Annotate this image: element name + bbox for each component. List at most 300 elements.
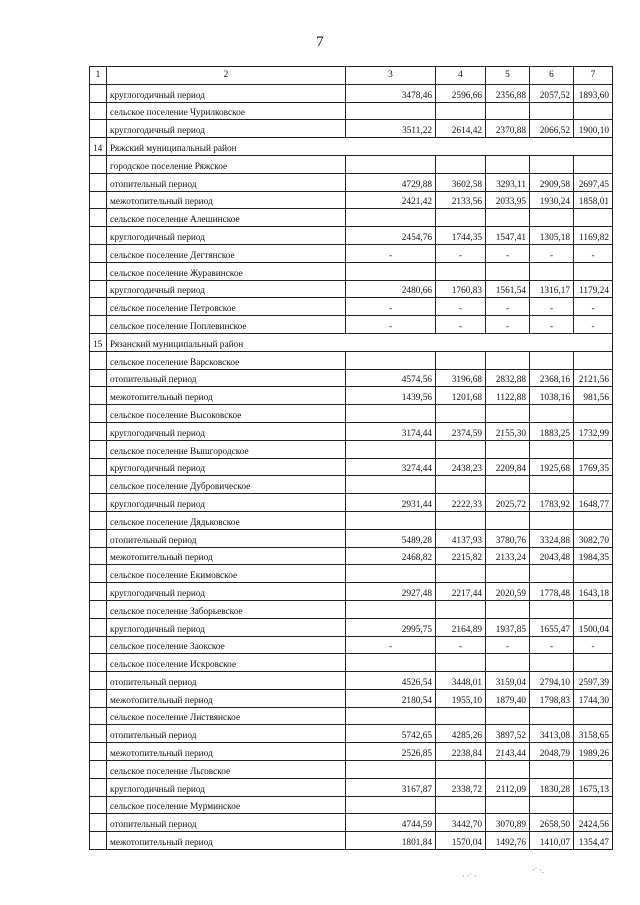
row-label: межотопительный период bbox=[107, 547, 346, 565]
value-cell: 3167,87 bbox=[346, 778, 436, 796]
row-number bbox=[90, 565, 107, 583]
row-number bbox=[90, 405, 107, 423]
scan-artifact: · ·˙ · bbox=[462, 872, 477, 881]
row-label: круглогодичный период bbox=[107, 280, 346, 298]
value-cell: 2238,84 bbox=[436, 743, 486, 761]
value-cell: - bbox=[530, 244, 574, 262]
empty-cell bbox=[530, 476, 574, 494]
table-row bbox=[90, 689, 613, 707]
value-cell: 1561,54 bbox=[486, 280, 530, 298]
row-label: сельское поселение Петровское bbox=[107, 298, 346, 316]
row-label: отопительный период bbox=[107, 173, 346, 191]
value-cell: 3448,01 bbox=[436, 672, 486, 690]
table-row bbox=[90, 209, 613, 227]
table-row bbox=[90, 155, 613, 173]
row-label: сельское поселение Льговское bbox=[107, 761, 346, 779]
value-cell: - bbox=[486, 244, 530, 262]
row-label: сельское поселение Листвянское bbox=[107, 707, 346, 725]
value-cell: 2043,48 bbox=[530, 547, 574, 565]
table-row bbox=[90, 761, 613, 779]
table-row bbox=[90, 191, 613, 209]
value-cell: 2832,88 bbox=[486, 369, 530, 387]
row-number bbox=[90, 778, 107, 796]
row-label: отопительный период bbox=[107, 369, 346, 387]
value-cell: - bbox=[574, 298, 613, 316]
empty-cell bbox=[346, 707, 436, 725]
value-cell: 1989,26 bbox=[574, 743, 613, 761]
row-number bbox=[90, 761, 107, 779]
table-row bbox=[90, 440, 613, 458]
row-label: сельское поселение Журавинское bbox=[107, 262, 346, 280]
empty-cell bbox=[486, 262, 530, 280]
row-label: сельское поселение Варсковское bbox=[107, 351, 346, 369]
value-cell: 2794,10 bbox=[530, 672, 574, 690]
tariff-table bbox=[89, 66, 613, 850]
row-number bbox=[90, 387, 107, 405]
value-cell: 2438,23 bbox=[436, 458, 486, 476]
value-cell: 2155,30 bbox=[486, 422, 530, 440]
value-cell: 1316,17 bbox=[530, 280, 574, 298]
empty-cell bbox=[486, 476, 530, 494]
empty-cell bbox=[530, 262, 574, 280]
row-number bbox=[90, 102, 107, 120]
row-number bbox=[90, 618, 107, 636]
empty-cell bbox=[486, 761, 530, 779]
value-cell: 2217,44 bbox=[436, 583, 486, 601]
row-label: межотопительный период bbox=[107, 832, 346, 850]
value-cell: 1354,47 bbox=[574, 832, 613, 850]
row-label: отопительный период bbox=[107, 814, 346, 832]
value-cell: 1798,83 bbox=[530, 689, 574, 707]
value-cell: 1169,82 bbox=[574, 227, 613, 245]
row-label: сельское поселение Дубровическое bbox=[107, 476, 346, 494]
value-cell: 2909,58 bbox=[530, 173, 574, 191]
value-cell: 1648,77 bbox=[574, 494, 613, 512]
value-cell: 2468,82 bbox=[346, 547, 436, 565]
row-number bbox=[90, 244, 107, 262]
empty-cell bbox=[530, 209, 574, 227]
value-cell: 2995,75 bbox=[346, 618, 436, 636]
empty-cell bbox=[574, 565, 613, 583]
row-number bbox=[90, 814, 107, 832]
value-cell: 3897,52 bbox=[486, 725, 530, 743]
column-header: 4 bbox=[436, 67, 486, 85]
row-label: сельское поселение Алешинское bbox=[107, 209, 346, 227]
value-cell: 2421,42 bbox=[346, 191, 436, 209]
row-label: межотопительный период bbox=[107, 689, 346, 707]
row-label: круглогодичный период bbox=[107, 422, 346, 440]
value-cell: 2454,76 bbox=[346, 227, 436, 245]
empty-cell bbox=[436, 440, 486, 458]
empty-cell bbox=[346, 440, 436, 458]
value-cell: 1038,16 bbox=[530, 387, 574, 405]
value-cell: 1410,07 bbox=[530, 832, 574, 850]
value-cell: 4526,54 bbox=[346, 672, 436, 690]
empty-cell bbox=[574, 511, 613, 529]
value-cell: 5489,28 bbox=[346, 529, 436, 547]
value-cell: 1122,88 bbox=[486, 387, 530, 405]
value-cell: 4285,26 bbox=[436, 725, 486, 743]
empty-cell bbox=[530, 761, 574, 779]
value-cell: 2356,88 bbox=[486, 84, 530, 102]
empty-cell bbox=[530, 511, 574, 529]
empty-cell bbox=[346, 209, 436, 227]
empty-cell bbox=[530, 707, 574, 725]
table-row bbox=[90, 262, 613, 280]
value-cell: 1769,35 bbox=[574, 458, 613, 476]
empty-cell bbox=[486, 351, 530, 369]
value-cell: 1547,41 bbox=[486, 227, 530, 245]
value-cell: 2697,45 bbox=[574, 173, 613, 191]
empty-cell bbox=[436, 654, 486, 672]
value-cell: 1201,68 bbox=[436, 387, 486, 405]
empty-cell bbox=[530, 440, 574, 458]
value-cell: 3324,88 bbox=[530, 529, 574, 547]
column-header: 7 bbox=[574, 67, 613, 85]
empty-cell bbox=[574, 102, 613, 120]
table-row bbox=[90, 120, 613, 138]
row-number: 15 bbox=[90, 333, 107, 351]
value-cell: 3602,58 bbox=[436, 173, 486, 191]
value-cell: 2658,50 bbox=[530, 814, 574, 832]
table-row bbox=[90, 333, 613, 351]
value-cell: 3511,22 bbox=[346, 120, 436, 138]
value-cell: 3082,70 bbox=[574, 529, 613, 547]
empty-cell bbox=[574, 262, 613, 280]
row-number: 14 bbox=[90, 138, 107, 156]
row-number bbox=[90, 511, 107, 529]
value-cell: 1783,92 bbox=[530, 494, 574, 512]
row-number bbox=[90, 707, 107, 725]
value-cell: 1778,48 bbox=[530, 583, 574, 601]
value-cell: - bbox=[436, 316, 486, 334]
value-cell: 1858,01 bbox=[574, 191, 613, 209]
value-cell: 1930,24 bbox=[530, 191, 574, 209]
empty-cell bbox=[436, 565, 486, 583]
value-cell: 1801,84 bbox=[346, 832, 436, 850]
value-cell: 1744,30 bbox=[574, 689, 613, 707]
table-row bbox=[90, 672, 613, 690]
row-label: круглогодичный период bbox=[107, 494, 346, 512]
row-number bbox=[90, 422, 107, 440]
empty-cell bbox=[486, 102, 530, 120]
value-cell: - bbox=[574, 636, 613, 654]
row-label: отопительный период bbox=[107, 725, 346, 743]
empty-cell bbox=[486, 405, 530, 423]
value-cell: 1984,35 bbox=[574, 547, 613, 565]
row-number bbox=[90, 173, 107, 191]
row-number bbox=[90, 494, 107, 512]
empty-cell bbox=[530, 654, 574, 672]
value-cell: 1675,13 bbox=[574, 778, 613, 796]
row-number bbox=[90, 654, 107, 672]
row-label: отопительный период bbox=[107, 529, 346, 547]
column-header: 2 bbox=[107, 67, 346, 85]
value-cell: - bbox=[574, 316, 613, 334]
value-cell: 2048,79 bbox=[530, 743, 574, 761]
value-cell: - bbox=[530, 298, 574, 316]
empty-cell bbox=[436, 102, 486, 120]
row-label: сельское поселение Чурилковское bbox=[107, 102, 346, 120]
empty-cell bbox=[486, 654, 530, 672]
empty-cell bbox=[436, 707, 486, 725]
row-label: круглогодичный период bbox=[107, 458, 346, 476]
table-row bbox=[90, 244, 613, 262]
table-row bbox=[90, 298, 613, 316]
value-cell: 2020,59 bbox=[486, 583, 530, 601]
table-row bbox=[90, 458, 613, 476]
value-cell: 2931,44 bbox=[346, 494, 436, 512]
value-cell: - bbox=[486, 298, 530, 316]
empty-cell bbox=[574, 209, 613, 227]
value-cell: - bbox=[346, 244, 436, 262]
value-cell: 1179,24 bbox=[574, 280, 613, 298]
row-label: круглогодичный период bbox=[107, 618, 346, 636]
empty-cell bbox=[346, 102, 436, 120]
row-label: сельское поселение Высоковское bbox=[107, 405, 346, 423]
row-number bbox=[90, 280, 107, 298]
empty-cell bbox=[486, 796, 530, 814]
table-row bbox=[90, 511, 613, 529]
table-row bbox=[90, 102, 613, 120]
scan-artifact: ·˙ ·. bbox=[532, 866, 544, 875]
empty-cell bbox=[574, 761, 613, 779]
row-label: межотопительный период bbox=[107, 743, 346, 761]
row-label: отопительный период bbox=[107, 672, 346, 690]
empty-cell bbox=[574, 707, 613, 725]
value-cell: 2121,56 bbox=[574, 369, 613, 387]
empty-cell bbox=[486, 209, 530, 227]
row-number bbox=[90, 529, 107, 547]
empty-cell bbox=[574, 476, 613, 494]
value-cell: 2424,56 bbox=[574, 814, 613, 832]
value-cell: 3196,68 bbox=[436, 369, 486, 387]
empty-cell bbox=[436, 351, 486, 369]
value-cell: 2374,59 bbox=[436, 422, 486, 440]
table-row bbox=[90, 636, 613, 654]
value-cell: 2927,48 bbox=[346, 583, 436, 601]
value-cell: 1305,18 bbox=[530, 227, 574, 245]
empty-cell bbox=[436, 761, 486, 779]
value-cell: 2368,16 bbox=[530, 369, 574, 387]
empty-cell bbox=[346, 600, 436, 618]
empty-cell bbox=[346, 155, 436, 173]
value-cell: 4729,88 bbox=[346, 173, 436, 191]
empty-cell bbox=[486, 440, 530, 458]
row-number bbox=[90, 458, 107, 476]
empty-cell bbox=[486, 600, 530, 618]
row-number bbox=[90, 209, 107, 227]
empty-cell bbox=[436, 405, 486, 423]
empty-cell bbox=[530, 565, 574, 583]
value-cell: - bbox=[436, 636, 486, 654]
row-number bbox=[90, 316, 107, 334]
table-row bbox=[90, 476, 613, 494]
row-label: сельское поселение Заокское bbox=[107, 636, 346, 654]
value-cell: 3413,08 bbox=[530, 725, 574, 743]
row-label: сельское поселение Вышгородское bbox=[107, 440, 346, 458]
empty-cell bbox=[574, 405, 613, 423]
value-cell: 3293,11 bbox=[486, 173, 530, 191]
value-cell: 981,56 bbox=[574, 387, 613, 405]
value-cell: 1925,68 bbox=[530, 458, 574, 476]
table-row bbox=[90, 369, 613, 387]
value-cell: - bbox=[436, 298, 486, 316]
row-label: сельское поселение Дядьковское bbox=[107, 511, 346, 529]
table-row bbox=[90, 138, 613, 156]
empty-cell bbox=[574, 351, 613, 369]
value-cell: 1643,18 bbox=[574, 583, 613, 601]
value-cell: 2215,82 bbox=[436, 547, 486, 565]
column-header: 5 bbox=[486, 67, 530, 85]
value-cell: 1500,04 bbox=[574, 618, 613, 636]
row-number bbox=[90, 440, 107, 458]
table-row bbox=[90, 796, 613, 814]
row-label: круглогодичный период bbox=[107, 778, 346, 796]
table-row bbox=[90, 494, 613, 512]
empty-cell bbox=[530, 155, 574, 173]
value-cell: 1760,83 bbox=[436, 280, 486, 298]
value-cell: 1883,25 bbox=[530, 422, 574, 440]
row-number bbox=[90, 476, 107, 494]
row-number bbox=[90, 689, 107, 707]
empty-cell bbox=[486, 707, 530, 725]
row-label: межотопительный период bbox=[107, 387, 346, 405]
value-cell: 1879,40 bbox=[486, 689, 530, 707]
table-row bbox=[90, 832, 613, 850]
column-header: 6 bbox=[530, 67, 574, 85]
table-row bbox=[90, 529, 613, 547]
row-number bbox=[90, 583, 107, 601]
empty-cell bbox=[346, 796, 436, 814]
row-label: сельское поселение Дегтянское bbox=[107, 244, 346, 262]
row-number bbox=[90, 600, 107, 618]
table-row bbox=[90, 583, 613, 601]
page-number: 7 bbox=[316, 34, 324, 50]
value-cell: 2164,89 bbox=[436, 618, 486, 636]
row-label: сельское поселение Искровское bbox=[107, 654, 346, 672]
empty-cell bbox=[436, 155, 486, 173]
row-number bbox=[90, 636, 107, 654]
empty-cell bbox=[486, 155, 530, 173]
row-label: сельское поселение Екимовское bbox=[107, 565, 346, 583]
value-cell: 2209,84 bbox=[486, 458, 530, 476]
row-number bbox=[90, 262, 107, 280]
empty-cell bbox=[574, 155, 613, 173]
value-cell: - bbox=[530, 636, 574, 654]
value-cell: 2338,72 bbox=[436, 778, 486, 796]
empty-cell bbox=[574, 796, 613, 814]
column-header: 3 bbox=[346, 67, 436, 85]
row-number bbox=[90, 672, 107, 690]
row-number bbox=[90, 84, 107, 102]
row-label: Рязанский муниципальный район bbox=[107, 333, 613, 351]
value-cell: 3159,04 bbox=[486, 672, 530, 690]
value-cell: 1893,60 bbox=[574, 84, 613, 102]
row-label: круглогодичный период bbox=[107, 84, 346, 102]
value-cell: 4137,93 bbox=[436, 529, 486, 547]
value-cell: - bbox=[574, 244, 613, 262]
table-row bbox=[90, 618, 613, 636]
table-row bbox=[90, 725, 613, 743]
row-number bbox=[90, 796, 107, 814]
value-cell: 1744,35 bbox=[436, 227, 486, 245]
value-cell: - bbox=[346, 298, 436, 316]
value-cell: 1830,28 bbox=[530, 778, 574, 796]
value-cell: 1439,56 bbox=[346, 387, 436, 405]
value-cell: 2066,52 bbox=[530, 120, 574, 138]
value-cell: 5742,65 bbox=[346, 725, 436, 743]
value-cell: 4744,59 bbox=[346, 814, 436, 832]
table-row bbox=[90, 422, 613, 440]
value-cell: 2370,88 bbox=[486, 120, 530, 138]
value-cell: - bbox=[346, 316, 436, 334]
empty-cell bbox=[574, 600, 613, 618]
row-number bbox=[90, 191, 107, 209]
row-label: круглогодичный период bbox=[107, 120, 346, 138]
value-cell: 3780,76 bbox=[486, 529, 530, 547]
value-cell: - bbox=[346, 636, 436, 654]
value-cell: 2033,95 bbox=[486, 191, 530, 209]
value-cell: 4574,56 bbox=[346, 369, 436, 387]
value-cell: 2143,44 bbox=[486, 743, 530, 761]
value-cell: 1492,76 bbox=[486, 832, 530, 850]
value-cell: - bbox=[530, 316, 574, 334]
row-label: круглогодичный период bbox=[107, 227, 346, 245]
empty-cell bbox=[436, 796, 486, 814]
row-number bbox=[90, 369, 107, 387]
value-cell: 2133,24 bbox=[486, 547, 530, 565]
row-number bbox=[90, 725, 107, 743]
table-row bbox=[90, 654, 613, 672]
value-cell: 2180,54 bbox=[346, 689, 436, 707]
value-cell: 2597,39 bbox=[574, 672, 613, 690]
value-cell: 2133,56 bbox=[436, 191, 486, 209]
table-row bbox=[90, 814, 613, 832]
value-cell: 3442,70 bbox=[436, 814, 486, 832]
table-header-row bbox=[90, 67, 613, 85]
table-row bbox=[90, 227, 613, 245]
value-cell: 1732,99 bbox=[574, 422, 613, 440]
value-cell: - bbox=[486, 316, 530, 334]
empty-cell bbox=[530, 351, 574, 369]
empty-cell bbox=[486, 565, 530, 583]
row-number bbox=[90, 120, 107, 138]
empty-cell bbox=[436, 511, 486, 529]
value-cell: 3070,89 bbox=[486, 814, 530, 832]
table-row bbox=[90, 547, 613, 565]
value-cell: 1937,85 bbox=[486, 618, 530, 636]
value-cell: 1655,47 bbox=[530, 618, 574, 636]
value-cell: 3158,65 bbox=[574, 725, 613, 743]
empty-cell bbox=[346, 405, 436, 423]
table-row bbox=[90, 600, 613, 618]
row-number bbox=[90, 832, 107, 850]
empty-cell bbox=[436, 476, 486, 494]
value-cell: 2596,66 bbox=[436, 84, 486, 102]
value-cell: 1570,04 bbox=[436, 832, 486, 850]
row-label: сельское поселение Мурминское bbox=[107, 796, 346, 814]
table-row bbox=[90, 351, 613, 369]
value-cell: 2480,66 bbox=[346, 280, 436, 298]
column-header: 1 bbox=[90, 67, 107, 85]
table-row bbox=[90, 405, 613, 423]
empty-cell bbox=[436, 262, 486, 280]
table-row bbox=[90, 743, 613, 761]
empty-cell bbox=[346, 565, 436, 583]
value-cell: 3274,44 bbox=[346, 458, 436, 476]
row-number bbox=[90, 351, 107, 369]
